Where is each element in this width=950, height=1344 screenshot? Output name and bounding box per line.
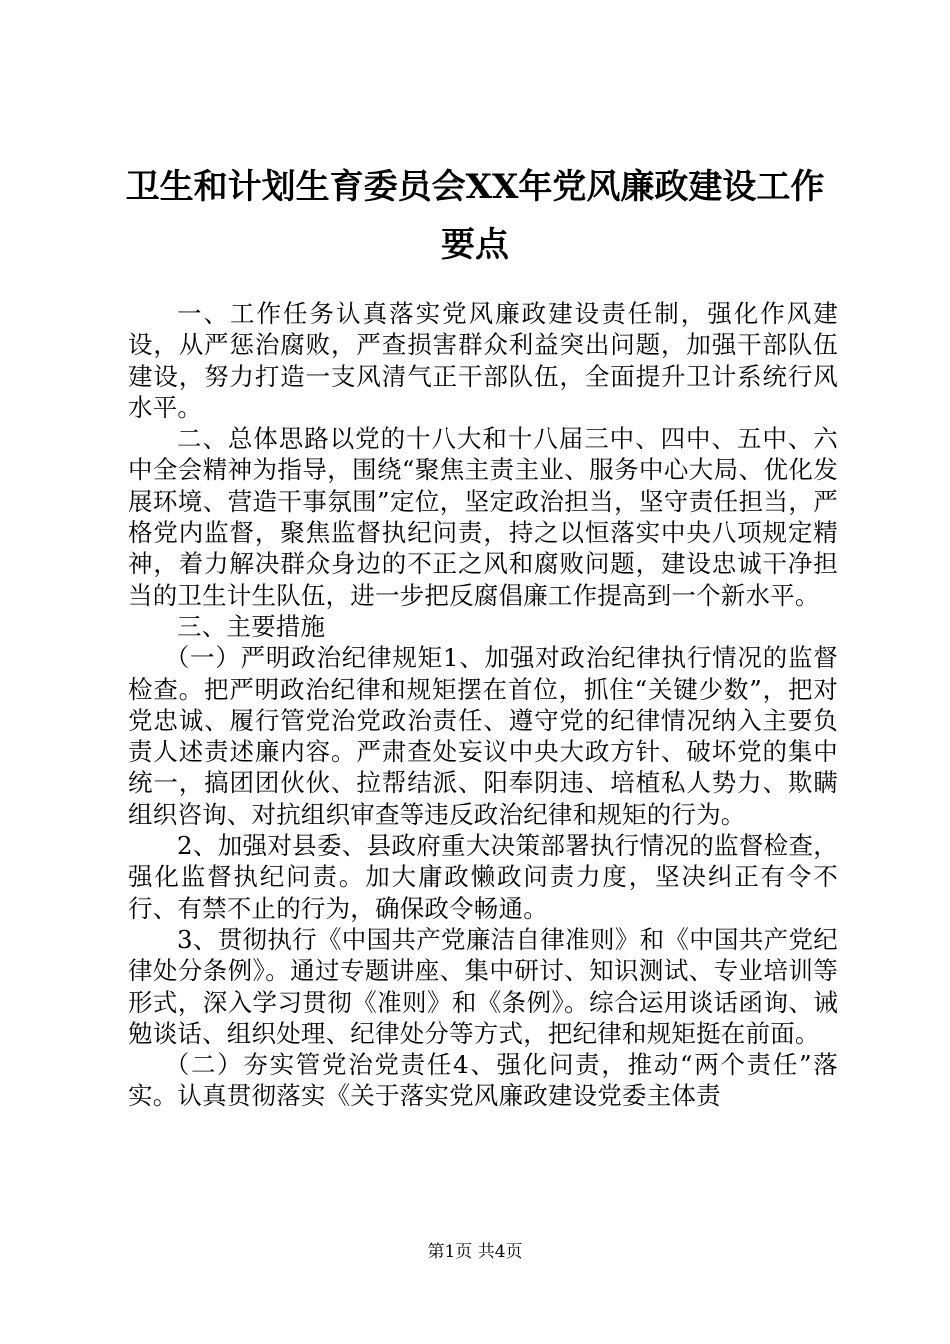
paragraph-main-measures-heading: 三、主要措施 — [177, 611, 326, 641]
paragraph-work-tasks: 一、工作任务认真落实党风廉政建设责任制，强化作风建设，从严惩治腐败，严查损害群众利益突出问题，加强干部队伍建设，努力打造一支风清气正干部队伍，全面提升卫计系统行风水平。 — [128, 299, 838, 422]
paragraph-party-responsibility: （二）夯实管党治党责任4、强化问责，推动“两个责任”落实。认真贯彻落实《关于落实党风廉政建设党委主体责 — [128, 1050, 838, 1111]
page-number: 第1页 共4页 — [427, 1242, 523, 1262]
paragraph-political-discipline: （一）严明政治纪律规矩1、加强对政治纪律执行情况的监督检查。把严明政治纪律和规矩摆在首位，抓住“关键少数”，把对党忠诚、履行管党治党政治责任、遵守党的纪律情况纳入主要负责人述责述廉内容。严肃查处妄议中央大政方针、破坏党的集中统一，搞团团伙伙、拉帮结派、阳奉阴违、培植私人势力、欺瞒组织咨询、对抗组织审查等违反政治纪律和规矩的行为。 — [128, 643, 838, 829]
document-body — [128, 298, 838, 1112]
paragraph-overall-approach: 二、总体思路以党的十八大和十八届三中、四中、五中、六中全会精神为指导，围绕“聚焦主责主业、服务中心大局、优化发展环境、营造干事氛围”定位，坚定政治担当，坚守责任担当，严格党内监督，聚焦监督执纪问责，持之以恒落实中央八项规定精神，着力解决群众身边的不正之风和腐败问题，建设忠诚干净担当的卫生计生队伍，进一步把反腐倡廉工作提高到一个新水平。 — [128, 424, 838, 610]
paragraph-integrity-rules: 3、贯彻执行《中国共产党廉洁自律准则》和《中国共产党纪律处分条例》。通过专题讲座、集中研讨、知识测试、专业培训等形式，深入学习贯彻《准则》和《条例》。综合运用谈话函询、诫勉谈话、组织处理、纪律处分等方式，把纪律和规矩挺在前面。 — [128, 924, 838, 1048]
document-title: 卫生和计划生育委员会XX年党风廉政建设工作要点 — [125, 167, 825, 265]
paragraph-decision-supervision: 2、加强对县委、县政府重大决策部署执行情况的监督检查，强化监督执纪问责。加大庸政懒政问责力度，坚决纠正有令不行、有禁不止的行为，确保政令畅通。 — [128, 831, 838, 923]
